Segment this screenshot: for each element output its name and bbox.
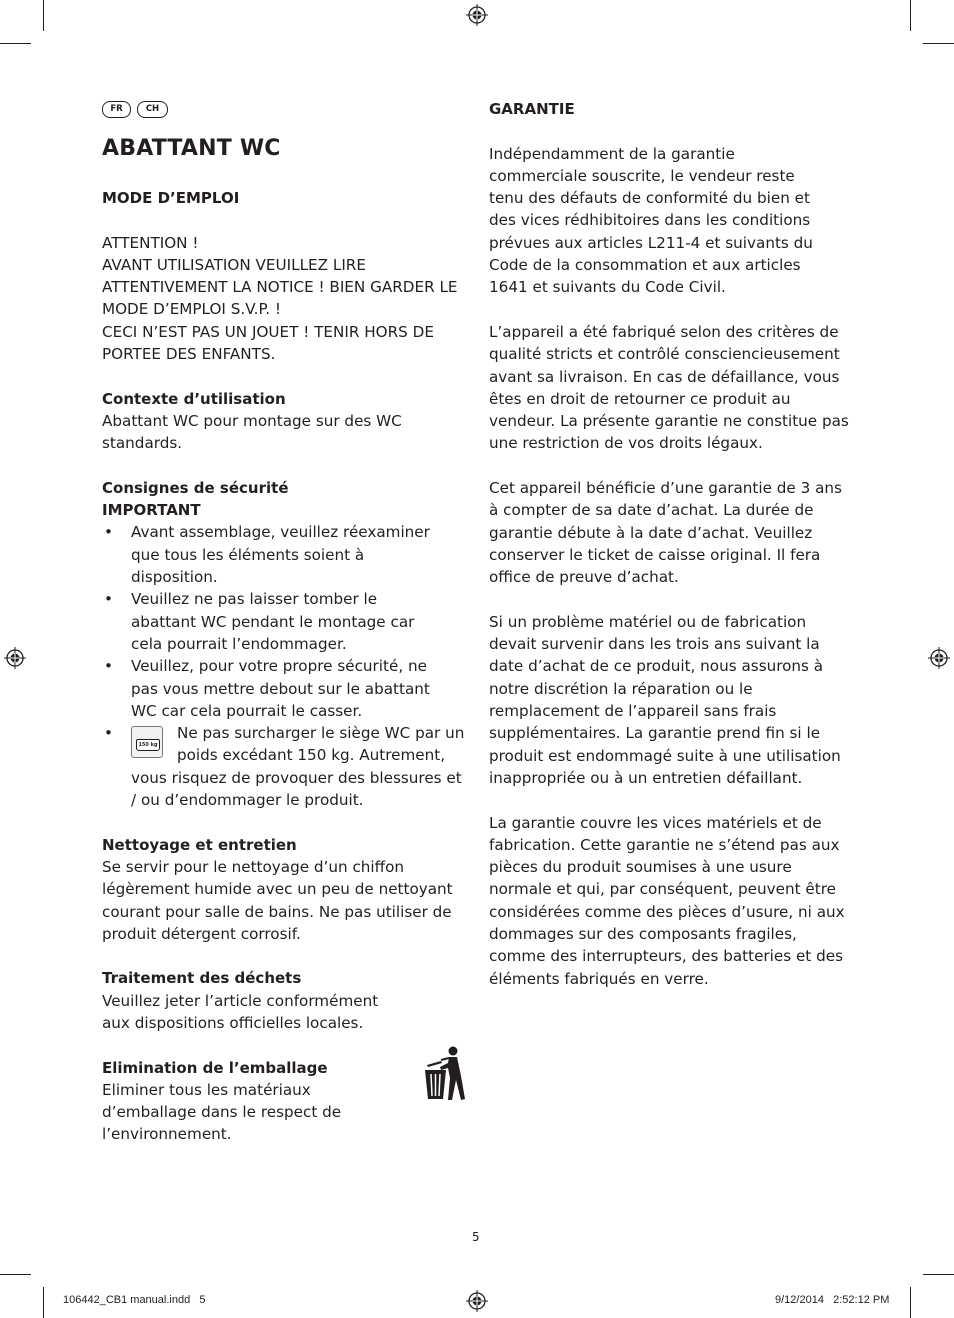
registration-mark-icon [4,647,26,669]
right-column [489,98,849,990]
garantie-paragraph: Si un problème matériel ou de fabrication devait survenir dans les trois ans suivant la date d’achat de ce produit, nous assurons à notre discrétion la réparation ou le remplacement de l’appareil sans frais supplémentaires. La garantie prend fin si le produit est endommagé suite à une utilisation inappropriée ou à un entretien défaillant. [489,612,841,787]
list-item [102,521,443,588]
language-badge-ch: CH [137,101,168,118]
footer-file-name: 106442_CB1 manual.indd 5 [63,1294,206,1306]
attention-line: PORTEE DES ENFANTS. [102,345,276,364]
safety-bullet-text: Ne pas surcharger le siège WC par un poids excédant 150 kg. Autrement, vous risquez de provoquer des blessures et / ou d’endommager le produit. [131,724,465,810]
language-badge-fr: FR [102,101,131,118]
crop-mark [923,1274,954,1275]
dechets-text: Veuillez jeter l’article conformément aux dispositions officielles locales. [102,991,379,1032]
left-column [102,135,468,1146]
crop-mark [0,1274,31,1275]
safety-list [102,521,468,811]
weight-limit-label: • 150 kg [136,739,160,751]
garantie-paragraph: Indépendamment de la garantie commerciale souscrite, le vendeur reste tenu des défauts de conformité du bien et des vices rédhibitoires dans les conditions prévues aux articles L211-4 et suivants du Code de la consommation et aux articles 1641 et suivants du Code Civil. [489,144,813,297]
crop-mark [43,0,44,31]
attention-line: ATTENTIVEMENT LA NOTICE ! BIEN GARDER LE [102,278,458,297]
safety-bullet-text: Veuillez, pour votre propre sécurité, ne pas vous mettre debout sur le abattant WC car cela pourrait le casser. [131,657,430,720]
attention-line: MODE D’EMPLOI S.V.P. ! [102,300,281,319]
list-item [102,655,443,722]
attention-line: AVANT UTILISATION VEUILLEZ LIRE [102,255,366,274]
safety-bullet-text: Avant assemblage, veuillez réexaminer que tous les éléments soient à disposition. [131,523,430,587]
safety-bullet-text: Veuillez ne pas laisser tomber le abattant WC pendant le montage car cela pourrait l’endommager. [131,590,415,653]
registration-mark-icon [466,1290,488,1312]
garantie-heading: GARANTIE [489,100,575,118]
footer-timestamp: 9/12/2014 2:52:12 PM [775,1294,890,1306]
nettoyage-text: Se servir pour le nettoyage d’un chiffon légèrement humide avec un peu de nettoyant courant pour salle de bains. Ne pas utiliser de produit détergent corrosif. [102,857,453,943]
list-item [102,722,465,811]
dechets-heading: Traitement des déchets [102,969,302,988]
garantie-paragraph: La garantie couvre les vices matériels et de fabrication. Cette garantie ne s’étend pas aux pièces du produit soumises à une usure normale et qui, par conséquent, peuvent être considérées comme des pièces d’usure, ni aux dommages sur des composants fragiles, comme des interrupteurs, des batteries et des éléments fabriqués en verre. [489,813,845,988]
garantie-paragraph: L’appareil a été fabriqué selon des critères de qualité stricts et contrôlé consciencieusement avant sa livraison. En cas de défaillance, vous êtes en droit de retourner ce produit au vendeur. La présente garantie ne constitue pas une restriction de vos droits légaux. [489,322,849,453]
page-title: ABATTANT WC [102,136,281,161]
crop-mark [0,43,31,44]
attention-line: CECI N’EST PAS UN JOUET ! TENIR HORS DE [102,322,434,341]
weight-limit-icon [131,726,163,758]
nettoyage-heading: Nettoyage et entretien [102,835,297,854]
list-item [102,588,431,655]
emballage-heading: Elimination de l’emballage [102,1058,328,1077]
crop-mark [923,43,954,44]
crop-mark [43,1287,44,1318]
page-number: 5 [472,1230,480,1244]
trash-disposal-icon [419,1046,467,1102]
crop-mark [910,0,911,31]
emballage-text: Eliminer tous les matériaux d’emballage dans le respect de l’environnement. [102,1080,342,1144]
attention-line: ATTENTION ! [102,233,199,252]
crop-mark [910,1287,911,1318]
securite-heading: Consignes de sécurité [102,478,289,497]
garantie-paragraph: Cet appareil bénéficie d’une garantie de 3 ans à compter de sa date d’achat. La durée de garantie débute à la date d’achat. Veuillez conserver le ticket de caisse original. Il fera office de preuve d’achat. [489,479,842,587]
mode-emploi-heading: MODE D’EMPLOI [102,189,240,207]
contexte-text: Abattant WC pour montage sur des WC standards. [102,411,402,453]
registration-mark-icon [466,4,488,26]
registration-mark-icon [928,647,950,669]
important-label: IMPORTANT [102,501,201,520]
contexte-heading: Contexte d’utilisation [102,389,286,408]
